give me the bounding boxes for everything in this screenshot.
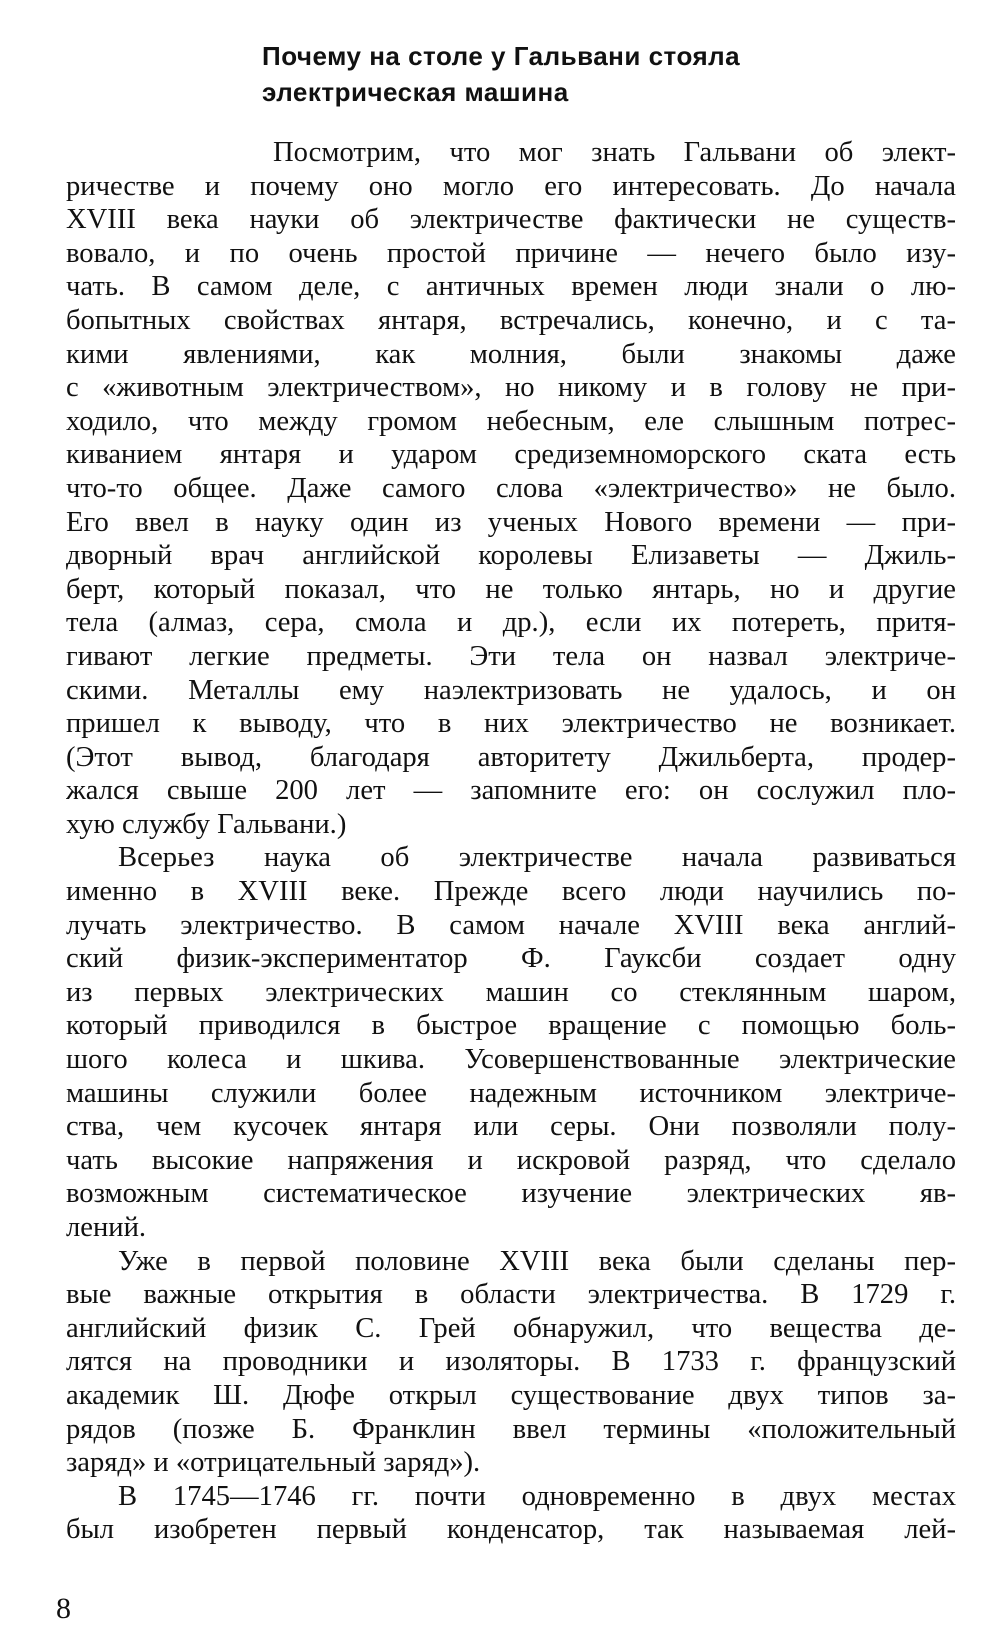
text-line: ства, чем кусочек янтаря или серы. Они позволяли полу-	[66, 1111, 956, 1143]
text-line: лятся на проводники и изоляторы. В 1733 г. французский	[66, 1346, 956, 1378]
text-line: Его ввел в науку один из ученых Нового времени — при-	[66, 506, 956, 538]
text-line: Всерьез наука об электричестве начала развиваться	[118, 842, 956, 874]
text-line: скими. Металлы ему наэлектризовать не удалось, и он	[66, 674, 956, 706]
text-line: который приводился в быстрое вращение с помощью боль-	[66, 1010, 956, 1042]
text-line: рядов (позже Б. Франклин ввел термины «положительный	[66, 1413, 956, 1445]
text-line: ский физик-экспериментатор Ф. Гауксби создает одну	[66, 943, 956, 975]
text-line: бопытных свойствах янтаря, встречались, конечно, и с та-	[66, 304, 956, 336]
text-line: гивают легкие предметы. Эти тела он назвал электриче-	[66, 640, 956, 672]
text-line: ходило, что между громом небесным, еле слышным потрес-	[66, 405, 956, 437]
text-line: берт, который показал, что не только янтарь, но и другие	[66, 573, 956, 605]
text-line: возможным систематическое изучение электрических яв-	[66, 1178, 956, 1210]
paragraph	[66, 841, 956, 1244]
text-line: киванием янтаря и ударом средиземноморского ската есть	[66, 439, 956, 471]
text-line: XVIII века науки об электричестве фактически не существ-	[66, 204, 956, 236]
text-line: вые важные открытия в области электричества. В 1729 г.	[66, 1279, 956, 1311]
text-line: Уже в первой половине XVIII века были сделаны пер-	[118, 1245, 956, 1277]
section-heading-line: электрическая машина	[262, 77, 569, 107]
text-line: лучать электричество. В самом начале XVIII века англий-	[66, 909, 956, 941]
text-line: жался свыше 200 лет — запомните его: он сослужил пло-	[66, 775, 956, 807]
text-line: тела (алмаз, сера, смола и др.), если их потереть, притя-	[66, 607, 956, 639]
text-line: Посмотрим, что мог знать Гальвани об элект-	[273, 137, 956, 168]
text-line: заряд» и «отрицательный заряд»).	[66, 1447, 481, 1479]
text-line: из первых электрических машин со стеклянным шаром,	[66, 976, 956, 1008]
text-line: дворный врач английской королевы Елизаветы — Джиль-	[66, 540, 956, 572]
text-line: хую службу Гальвани.)	[66, 808, 347, 840]
text-line: пришел к выводу, что в них электричество не возникает.	[66, 708, 956, 740]
text-line: машины служили более надежным источником электриче-	[66, 1077, 956, 1109]
section-heading	[262, 38, 882, 110]
section-heading-line: Почему на столе у Гальвани стояла	[262, 41, 741, 71]
text-line: с «животным электричеством», но никому и в голову не при-	[66, 372, 956, 404]
text-line: именно в XVIII веке. Прежде всего люди научились по-	[66, 876, 956, 908]
text-line: был изобретен первый конденсатор, так называемая лей-	[66, 1514, 956, 1546]
text-line: В 1745—1746 гг. почти одновременно в двух местах	[118, 1480, 956, 1512]
text-line: (Этот вывод, благодаря авторитету Джильберта, продер-	[66, 741, 956, 773]
text-line: вовало, и по очень простой причине — нечего было изу-	[66, 237, 956, 269]
paragraph	[66, 136, 956, 841]
text-line: кими явлениями, как молния, были знакомы даже	[66, 338, 956, 370]
text-line: академик Ш. Дюфе открыл существование двух типов за-	[66, 1379, 956, 1411]
text-line: шого колеса и шкива. Усовершенствованные электрические	[66, 1044, 956, 1076]
text-line: лений.	[66, 1212, 147, 1243]
text-line: чать высокие напряжения и искровой разряд, что сделало	[66, 1144, 956, 1176]
text-line: чать. В самом деле, с античных времен люди знали о лю-	[66, 271, 956, 303]
text-line: что-то общее. Даже самого слова «электричество» не было.	[66, 472, 956, 504]
paragraph	[66, 1245, 956, 1480]
paragraph	[66, 1480, 956, 1547]
text-line: ричестве и почему оно могло его интересовать. До начала	[66, 170, 956, 202]
body-text	[66, 136, 956, 1547]
page-number: 8	[56, 1592, 71, 1625]
text-line: английский физик С. Грей обнаружил, что вещества де-	[66, 1312, 956, 1344]
